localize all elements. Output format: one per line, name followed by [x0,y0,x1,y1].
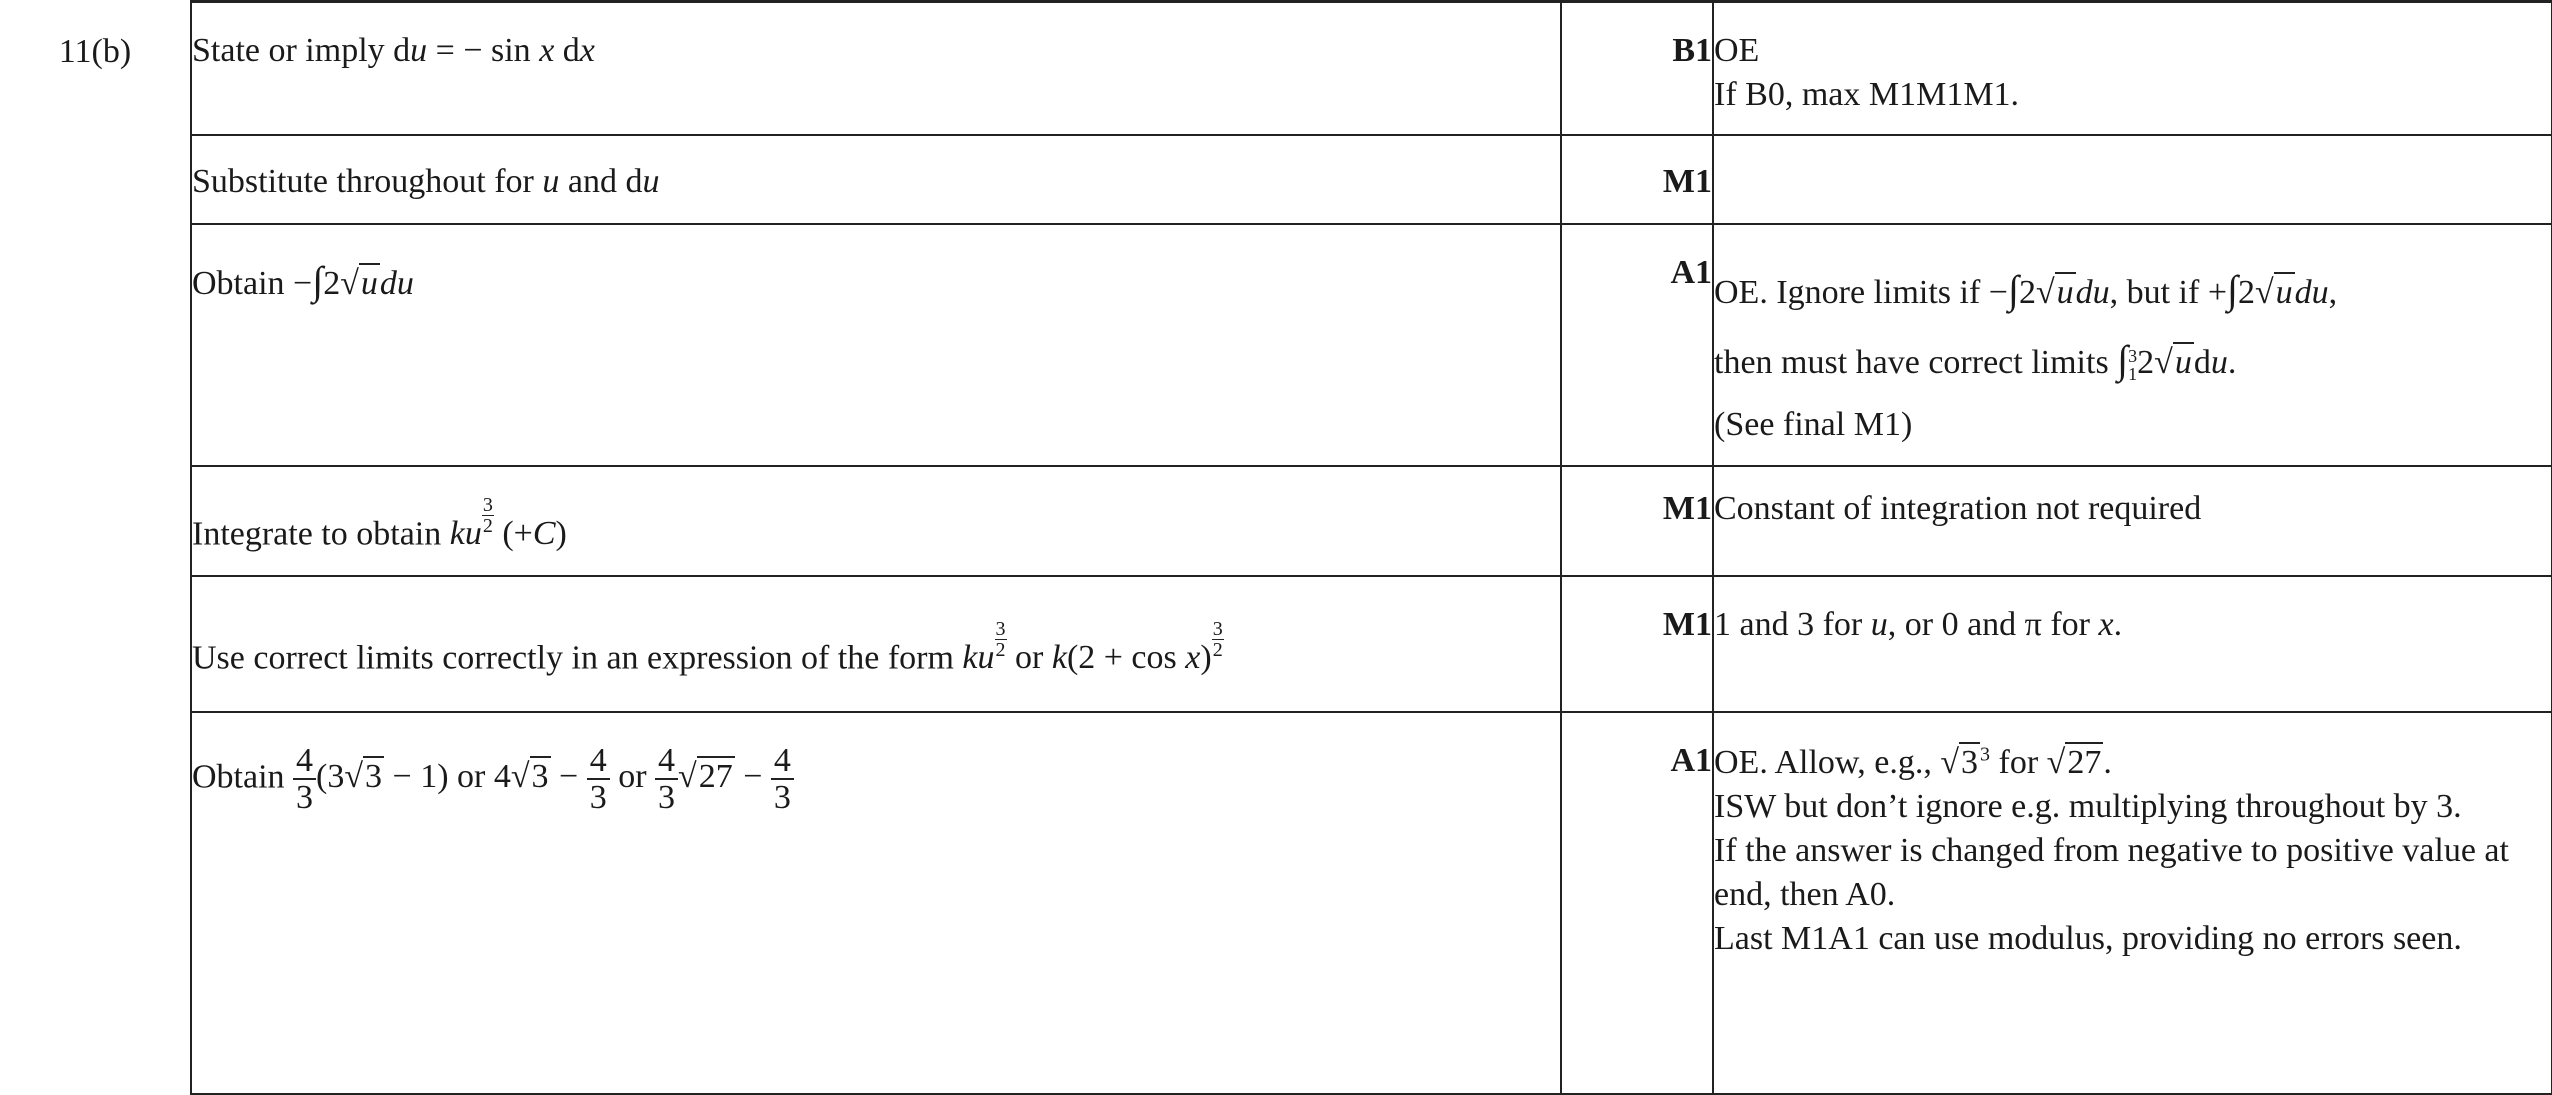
guidance-line: ISW but don’t ignore e.g. multiplying throughout by 3. [1714,787,2462,825]
guidance-cell [1713,135,2552,224]
answer-math: −∫2√udu [293,257,414,303]
answer-math: $\frac{4}{3}$ (3√3 − 1) or 4√3 − $\frac{4}{3}$ or $\frac{4}{3}$ √27 − $\frac{4}{3}$ [293,758,794,795]
table-row [0,2,2552,135]
guidance-line: OE [1714,32,1760,69]
mark-code: M1 [1662,162,1712,200]
guidance-line: 1 and 3 for u, or 0 and π for x. [1714,605,2123,643]
guidance-cell [1713,466,2552,576]
mark-code: A1 [1670,253,1712,291]
answer-cell [191,466,1561,576]
question-number-cell [0,2,191,1094]
answer-text: Use correct limits correctly in an expression of the form [192,638,963,676]
answer-text: Integrate to obtain [192,514,450,552]
answer-cell [191,135,1561,224]
guidance-cell [1713,2,2552,135]
answer-text: State or imply [192,32,394,69]
answer-cell [191,712,1561,1094]
answer-math: ku $\frac{3}{2}$ (+C) [449,493,567,552]
table-row [0,712,2552,1094]
mark-code: M1 [1662,605,1712,643]
table-row [0,466,2552,576]
answer-math: du [625,162,660,200]
guidance-line: then must have correct limits ∫ 3 1 2√udu. [1714,336,2237,384]
answer-text: Obtain [192,264,294,302]
mark-cell [1561,135,1713,224]
mark-code: B1 [1672,32,1712,69]
question-number: 11(b) [58,32,132,70]
guidance-line: Last M1A1 can use modulus, providing no errors seen. [1714,920,2462,958]
answer-text: Substitute throughout for [192,162,543,200]
guidance-line: (See final M1) [1714,405,1913,443]
mark-cell [1561,224,1713,466]
mark-cell [1561,466,1713,576]
guidance-cell [1713,712,2552,1094]
answer-cell [191,576,1561,712]
answer-text: Obtain [192,757,294,795]
mark-cell [1561,576,1713,712]
guidance-cell [1713,576,2552,712]
answer-cell [191,224,1561,466]
table-row [0,135,2552,224]
guidance-line: If the answer is changed from negative to positive value at end, then A0. [1714,831,2509,914]
guidance-line: If B0, max M1M1M1. [1714,76,2020,114]
mark-code: A1 [1670,741,1712,779]
mark-code: M1 [1662,489,1712,527]
answer-cell [191,2,1561,135]
guidance-line: Constant of integration not required [1714,489,2202,527]
answer-variable: u [542,162,560,200]
mark-cell [1561,2,1713,135]
table-row [0,224,2552,466]
mark-cell [1561,712,1713,1094]
guidance-line: OE. Ignore limits if −∫2√udu, but if +∫2√udu, [1714,266,2338,312]
answer-text: and [559,162,626,200]
answer-math: ku $\frac{3}{2}$ or k(2 + cos x) $\frac{3}{2}$ [962,617,1223,676]
answer-math: du = − sin x dx [393,32,595,69]
guidance-cell [1713,224,2552,466]
guidance-line: OE. Allow, e.g., √3 $^3$ for √27. [1714,743,2112,781]
table-row [0,576,2552,712]
